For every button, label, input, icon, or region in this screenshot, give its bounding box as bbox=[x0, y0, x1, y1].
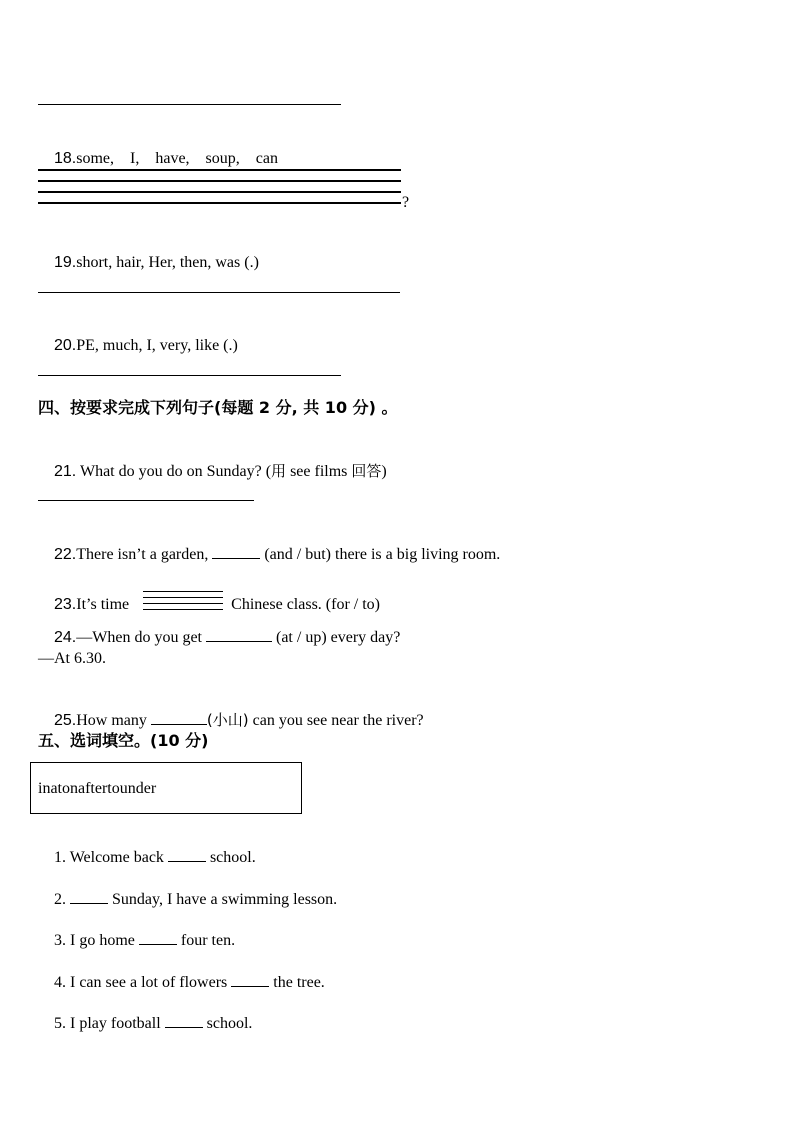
question-number: 20. bbox=[54, 337, 77, 354]
answer-line-18b bbox=[38, 180, 401, 182]
word-bank-text: inatonaftertounder bbox=[38, 780, 157, 797]
question-number: 24. bbox=[54, 629, 77, 646]
question-text: What do you do on Sunday? ( bbox=[76, 463, 272, 480]
question-text: 4. I can see a lot of flowers bbox=[54, 974, 232, 991]
question-text: 1. Welcome back bbox=[54, 849, 168, 866]
question-text: Sunday, I have a swimming lesson. bbox=[108, 891, 338, 908]
question-text: How many bbox=[76, 712, 151, 729]
question-text: There isn’t a garden, bbox=[76, 546, 213, 563]
question-text: ) bbox=[381, 463, 387, 480]
answer-line-18d bbox=[38, 202, 401, 204]
question-number: 22. bbox=[54, 546, 77, 563]
answer-line-19 bbox=[38, 292, 400, 293]
question-number: 25. bbox=[54, 712, 77, 729]
fill-question-5 bbox=[38, 993, 252, 1054]
question-text: (at / up) every day? bbox=[272, 629, 401, 646]
question-text: school. bbox=[202, 1015, 253, 1032]
question-number: 19. bbox=[54, 254, 77, 271]
question-number: 21. bbox=[54, 463, 77, 480]
instruction-hint: 回答 bbox=[351, 462, 382, 480]
instruction-hint: (小山) bbox=[206, 711, 249, 729]
question-text: see films bbox=[286, 463, 352, 480]
fill-blank[interactable] bbox=[212, 544, 260, 559]
question-text: 5. I play football bbox=[54, 1015, 165, 1032]
fill-blank[interactable] bbox=[206, 627, 272, 642]
question-mark: ? bbox=[402, 194, 410, 211]
question-number: 18. bbox=[54, 150, 77, 167]
question-21 bbox=[38, 441, 387, 502]
answer-line-17 bbox=[38, 104, 341, 105]
instruction-hint: 用 bbox=[271, 462, 287, 480]
question-words: some, I, have, soup, can bbox=[76, 150, 278, 167]
question-text: Chinese class. (for / to) bbox=[231, 596, 380, 613]
fill-blank[interactable] bbox=[231, 972, 269, 987]
question-20 bbox=[38, 316, 238, 376]
question-19 bbox=[38, 233, 259, 293]
answer-line-21 bbox=[38, 500, 254, 501]
question-text: can you see near the river? bbox=[248, 712, 424, 729]
question-text: (and / but) there is a big living room. bbox=[260, 546, 501, 563]
question-number: 23. bbox=[54, 596, 77, 613]
fill-blank[interactable] bbox=[168, 847, 206, 862]
question-24-answer: —At 6.30. bbox=[38, 650, 106, 667]
question-text: —When do you get bbox=[76, 629, 206, 646]
question-text: 3. I go home bbox=[54, 932, 139, 949]
question-text: school. bbox=[205, 849, 256, 866]
question-words: PE, much, I, very, like (.) bbox=[76, 337, 238, 354]
fill-blank[interactable] bbox=[139, 930, 177, 945]
question-text: It’s time bbox=[76, 596, 130, 613]
fill-blank[interactable] bbox=[151, 710, 207, 725]
answer-line-18c bbox=[38, 191, 401, 193]
fill-blank[interactable] bbox=[70, 889, 108, 904]
question-text: four ten. bbox=[176, 932, 236, 949]
question-words: short, hair, Her, then, was (.) bbox=[76, 254, 259, 271]
answer-line-20 bbox=[38, 375, 341, 376]
word-bank-box bbox=[30, 762, 302, 814]
question-text: 2. bbox=[54, 891, 70, 908]
section-4-heading: 四、按要求完成下列句子(每题 2 分, 共 10 分) 。 bbox=[38, 398, 398, 417]
section-5-heading: 五、选词填空。(10 分) bbox=[38, 731, 209, 750]
answer-line-18a bbox=[38, 169, 401, 171]
question-text: the tree. bbox=[269, 974, 325, 991]
fill-blank[interactable] bbox=[165, 1013, 203, 1028]
